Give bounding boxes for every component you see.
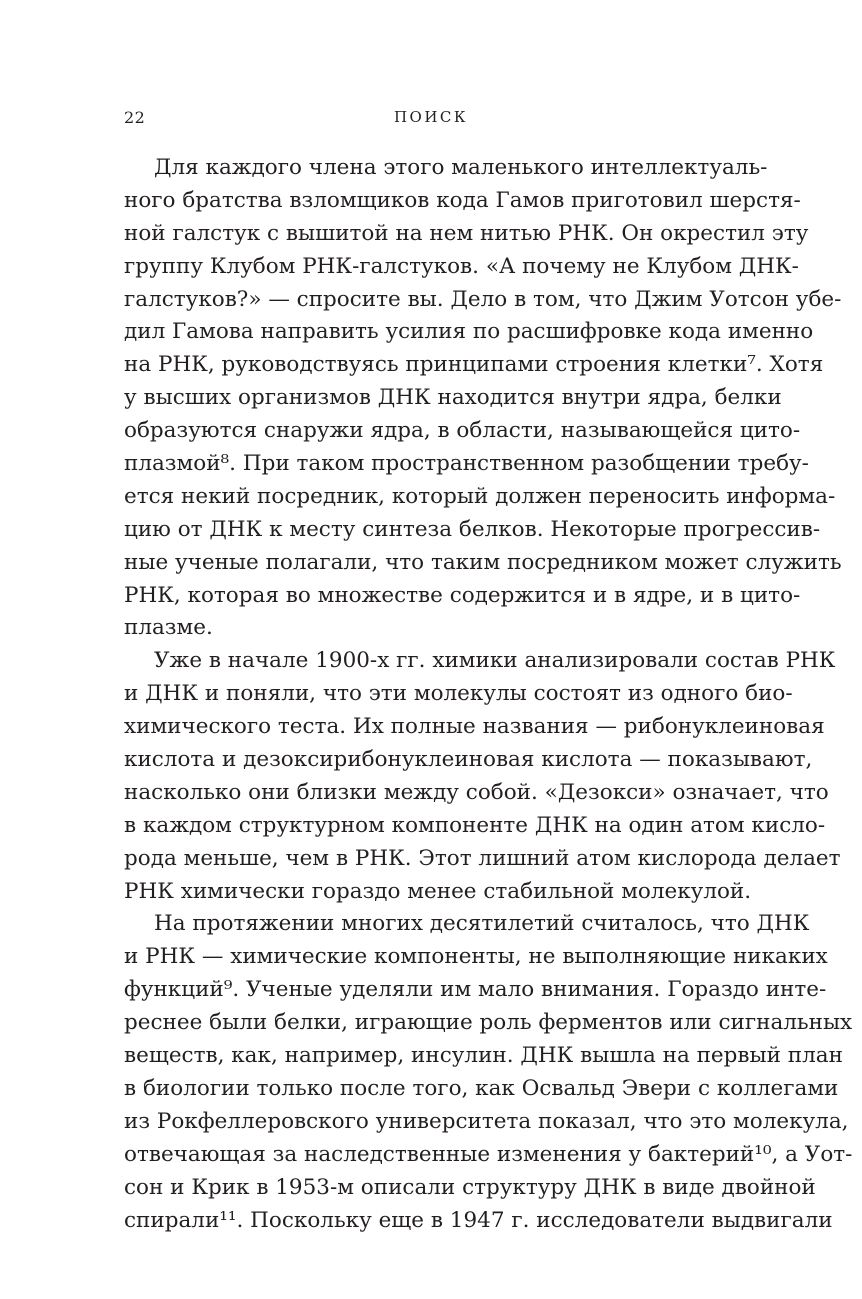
text-line: реснее были белки, играющие роль ферментов или сигнальных [124,1010,853,1036]
text-line: плазме. [124,615,213,641]
text-line: и РНК — химические компоненты, не выполняющие никаких [124,944,828,970]
text-line: кислота и дезоксирибонуклеиновая кислота — показывают, [124,747,813,773]
text-line: функций⁹. Ученые уделяли им мало внимания. Гораздо инте- [124,977,827,1003]
text-line: дил Гамова направить усилия по расшифровке кода именно [124,319,814,345]
text-line: насколько они близки между собой. «Дезокси» означает, что [124,779,829,805]
page-number: 22 [124,108,146,127]
text-line: РНК химически гораздо менее стабильной молекулой. [124,878,752,904]
body-text [124,152,853,1237]
text-line: ется некий посредник, который должен переносить информа- [124,483,836,509]
text-line: и ДНК и поняли, что эти молекулы состоят из одного био- [124,681,793,707]
text-line: образуются снаружи ядра, в области, называющейся цито- [124,418,801,444]
text-line: Уже в начале 1900-х гг. химики анализировали состав РНК [154,648,836,674]
text-line: сон и Крик в 1953-м описали структуру ДНК в виде двойной [124,1174,816,1200]
text-line: группу Клубом РНК-галстуков. «А почему не Клубом ДНК- [124,253,799,279]
text-line: РНК, которая во множестве содержится и в ядре, и в цито- [124,582,801,608]
text-line: ные ученые полагали, что таким посредником может служить [124,549,842,575]
text-line: плазмой⁸. При таком пространственном разобщении требу- [124,451,809,477]
text-line: веществ, как, например, инсулин. ДНК вышла на первый план [124,1043,843,1069]
text-line: в биологии только после того, как Освальд Эвери с коллегами [124,1075,839,1101]
text-line: отвечающая за наследственные изменения у бактерий¹⁰, а Уот- [124,1141,853,1167]
text-line: На протяжении многих десятилетий считалось, что ДНК [154,911,810,937]
running-head [0,108,862,132]
text-line: из Рокфеллеровского университета показал, что это молекула, [124,1108,849,1134]
text-line: на РНК, руководствуясь принципами строения клетки⁷. Хотя [124,352,824,378]
text-line: ного братства взломщиков кода Гамов приготовил шерстя- [124,187,801,213]
text-line: Для каждого члена этого маленького интеллектуаль- [154,155,768,180]
text-line: галстуков?» — спросите вы. Дело в том, что Джим Уотсон убе- [124,286,842,312]
text-line: цию от ДНК к месту синтеза белков. Некоторые прогрессив- [124,516,821,542]
text-line: ной галстук с вышитой на нем нитью РНК. Он окрестил эту [124,220,809,246]
text-line: химического теста. Их полные названия — рибонуклеиновая [124,714,825,740]
text-line: рода меньше, чем в РНК. Этот лишний атом кислорода делает [124,845,841,871]
section-title: ПОИСК [393,108,469,126]
text-line: у высших организмов ДНК находится внутри ядра, белки [124,385,782,411]
text-line: спирали¹¹. Поскольку еще в 1947 г. исследователи выдвигали [124,1207,833,1233]
text-line: в каждом структурном компоненте ДНК на один атом кисло- [124,812,826,838]
